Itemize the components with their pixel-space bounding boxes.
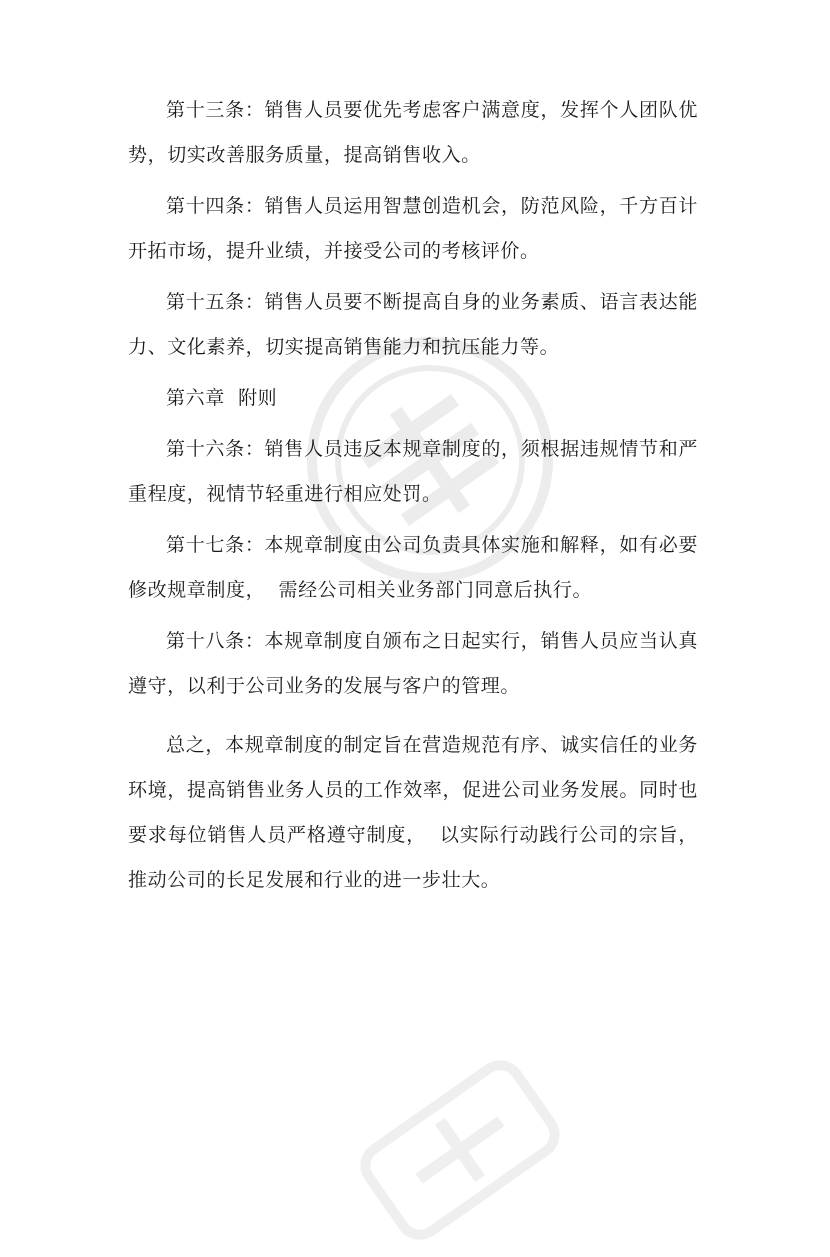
article-17: 第十七条：本规章制度由公司负责具体实施和解释，如有必要修改规章制度， 需经公司相关业务部门同意后执行。 xyxy=(128,534,698,601)
article-15: 第十五条：销售人员要不断提高自身的业务素质、语言表达能力、文化素养，切实提高销售能力和抗压能力等。 xyxy=(128,291,698,358)
chapter-six-heading: 第六章 附则 xyxy=(166,387,278,409)
article-14: 第十四条：销售人员运用智慧创造机会，防范风险，千方百计开拓市场，提升业绩，并接受公司的考核评价。 xyxy=(128,195,698,262)
watermark-logo-bottom xyxy=(344,1043,577,1256)
summary-paragraph: 总之，本规章制度的制定旨在营造规范有序、诚实信任的业务环境，提高销售业务人员的工作效率，促进公司业务发展。同时也要求每位销售人员严格遵守制度， 以实际行动践行公司的宗旨，推动公司的长足发展和行业的进一步壮大。 xyxy=(128,734,698,891)
article-16: 第十六条：销售人员违反本规章制度的，须根据违规情节和严重程度，视情节轻重进行相应处罚。 xyxy=(128,438,698,505)
document-body xyxy=(128,88,698,903)
article-18: 第十八条：本规章制度自颁布之日起实行，销售人员应当认真遵守，以利于公司业务的发展与客户的管理。 xyxy=(128,630,698,697)
article-13: 第十三条：销售人员要优先考虑客户满意度，发挥个人团队优势，切实改善服务质量，提高销售收入。 xyxy=(128,99,698,166)
